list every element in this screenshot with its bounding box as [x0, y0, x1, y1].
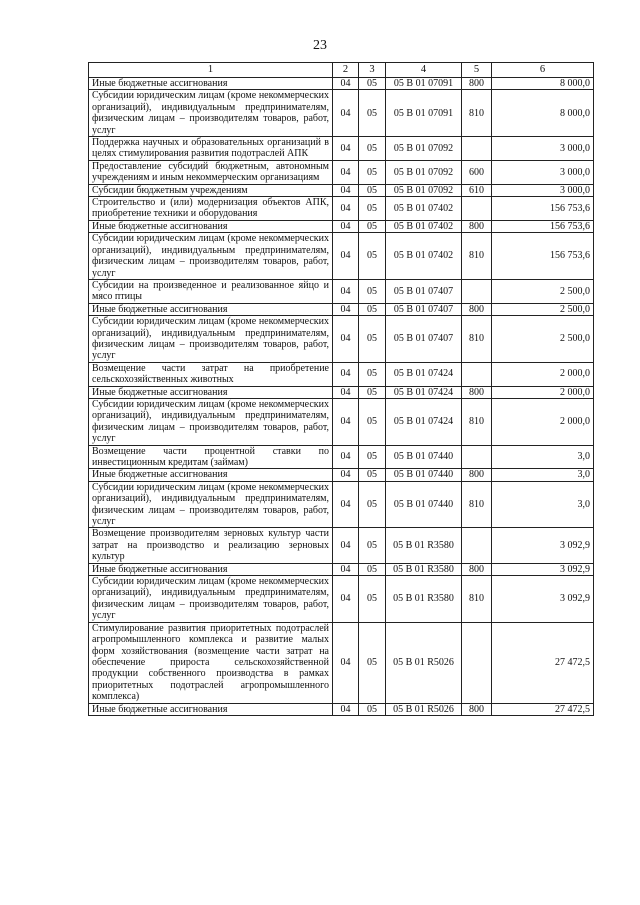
table-body — [89, 78, 594, 716]
row-section: 04 — [333, 398, 359, 445]
row-expense-type: 800 — [462, 303, 492, 315]
row-name: Иные бюджетные ассигнования — [89, 563, 333, 575]
row-amount: 3,0 — [492, 445, 594, 469]
row-target-code: 05 В 01 07402 — [386, 220, 462, 232]
row-expense-type — [462, 279, 492, 303]
row-target-code: 05 В 01 R3580 — [386, 528, 462, 563]
row-section: 04 — [333, 184, 359, 196]
row-expense-type: 600 — [462, 160, 492, 184]
row-name: Субсидии бюджетным учреждениям — [89, 184, 333, 196]
row-section: 04 — [333, 576, 359, 623]
row-amount: 2 500,0 — [492, 316, 594, 363]
table-row — [89, 303, 594, 315]
row-subsection: 05 — [359, 622, 386, 703]
row-amount: 8 000,0 — [492, 90, 594, 137]
row-name: Субсидии юридическим лицам (кроме некоммерческих организаций), индивидуальным предпринимателям, физическим лицам – производителям товаров, работ, услуг — [89, 316, 333, 363]
row-section: 04 — [333, 703, 359, 715]
row-section: 04 — [333, 563, 359, 575]
row-target-code: 05 В 01 07440 — [386, 469, 462, 481]
row-expense-type: 810 — [462, 398, 492, 445]
row-subsection: 05 — [359, 386, 386, 398]
page-number: 23 — [313, 38, 327, 53]
row-amount: 3,0 — [492, 481, 594, 528]
row-name: Строительство и (или) модернизация объектов АПК, приобретение техники и оборудования — [89, 197, 333, 221]
row-name: Субсидии юридическим лицам (кроме некоммерческих организаций), индивидуальным предпринимателям, физическим лицам – производителям товаров, работ, услуг — [89, 576, 333, 623]
row-target-code: 05 В 01 R3580 — [386, 576, 462, 623]
row-section: 04 — [333, 197, 359, 221]
table-row — [89, 481, 594, 528]
row-section: 04 — [333, 386, 359, 398]
table-row — [89, 528, 594, 563]
row-target-code: 05 В 01 R3580 — [386, 563, 462, 575]
row-subsection: 05 — [359, 398, 386, 445]
row-target-code: 05 В 01 07407 — [386, 303, 462, 315]
row-section: 04 — [333, 445, 359, 469]
row-subsection: 05 — [359, 233, 386, 280]
row-subsection: 05 — [359, 197, 386, 221]
header-col-6: 6 — [492, 63, 594, 78]
table-row — [89, 362, 594, 386]
row-amount: 3,0 — [492, 469, 594, 481]
row-target-code: 05 В 01 07424 — [386, 386, 462, 398]
table-row — [89, 622, 594, 703]
row-expense-type: 810 — [462, 233, 492, 280]
row-name: Иные бюджетные ассигнования — [89, 303, 333, 315]
row-section: 04 — [333, 78, 359, 90]
row-expense-type: 810 — [462, 481, 492, 528]
row-amount: 3 092,9 — [492, 563, 594, 575]
row-amount: 156 753,6 — [492, 197, 594, 221]
header-col-3: 3 — [359, 63, 386, 78]
row-expense-type: 610 — [462, 184, 492, 196]
row-subsection: 05 — [359, 279, 386, 303]
row-name: Субсидии юридическим лицам (кроме некоммерческих организаций), индивидуальным предпринимателям, физическим лицам – производителям товаров, работ, услуг — [89, 398, 333, 445]
row-section: 04 — [333, 90, 359, 137]
row-section: 04 — [333, 528, 359, 563]
row-subsection: 05 — [359, 78, 386, 90]
table-row — [89, 703, 594, 715]
row-subsection: 05 — [359, 528, 386, 563]
row-target-code: 05 В 01 07402 — [386, 197, 462, 221]
row-target-code: 05 В 01 07424 — [386, 398, 462, 445]
row-target-code: 05 В 01 07092 — [386, 160, 462, 184]
row-expense-type: 810 — [462, 316, 492, 363]
row-name: Субсидии юридическим лицам (кроме некоммерческих организаций), индивидуальным предпринимателям, физическим лицам – производителям товаров, работ, услуг — [89, 481, 333, 528]
table-row — [89, 90, 594, 137]
row-subsection: 05 — [359, 576, 386, 623]
budget-table — [88, 62, 594, 716]
table-row — [89, 233, 594, 280]
row-target-code: 05 В 01 07440 — [386, 481, 462, 528]
row-name: Возмещение части затрат на приобретение сельскохозяйственных животных — [89, 362, 333, 386]
row-subsection: 05 — [359, 160, 386, 184]
row-expense-type: 810 — [462, 576, 492, 623]
row-name: Иные бюджетные ассигнования — [89, 469, 333, 481]
row-target-code: 05 В 01 07440 — [386, 445, 462, 469]
row-amount: 2 000,0 — [492, 398, 594, 445]
row-section: 04 — [333, 316, 359, 363]
row-amount: 2 000,0 — [492, 386, 594, 398]
row-amount: 3 000,0 — [492, 160, 594, 184]
row-target-code: 05 В 01 R5026 — [386, 703, 462, 715]
row-expense-type — [462, 622, 492, 703]
table-row — [89, 197, 594, 221]
row-expense-type: 800 — [462, 78, 492, 90]
table-row — [89, 184, 594, 196]
row-section: 04 — [333, 137, 359, 161]
row-name: Поддержка научных и образовательных организаций в целях стимулирования развития подотраслей АПК — [89, 137, 333, 161]
row-amount: 27 472,5 — [492, 622, 594, 703]
row-target-code: 05 В 01 07092 — [386, 137, 462, 161]
row-section: 04 — [333, 279, 359, 303]
row-expense-type — [462, 197, 492, 221]
row-amount: 27 472,5 — [492, 703, 594, 715]
row-target-code: 05 В 01 07407 — [386, 316, 462, 363]
row-name: Иные бюджетные ассигнования — [89, 703, 333, 715]
row-expense-type: 810 — [462, 90, 492, 137]
row-name: Предоставление субсидий бюджетным, автономным учреждениям и иным некоммерческим организациям — [89, 160, 333, 184]
row-name: Субсидии на произведенное и реализованное яйцо и мясо птицы — [89, 279, 333, 303]
row-name: Иные бюджетные ассигнования — [89, 386, 333, 398]
row-expense-type: 800 — [462, 220, 492, 232]
row-section: 04 — [333, 160, 359, 184]
row-name: Субсидии юридическим лицам (кроме некоммерческих организаций), индивидуальным предпринимателям, физическим лицам – производителям товаров, работ, услуг — [89, 90, 333, 137]
table-row — [89, 316, 594, 363]
row-amount: 3 092,9 — [492, 528, 594, 563]
row-name: Стимулирование развития приоритетных подотраслей агропромышленного комплекса и развитие малых форм хозяйствования (возмещение части затрат на обеспечение прироста сельскохозяйственной продукции собственного производства в рамках приоритетных подотраслей агропромышленного комплекса) — [89, 622, 333, 703]
row-subsection: 05 — [359, 137, 386, 161]
table-row — [89, 279, 594, 303]
row-target-code: 05 В 01 07424 — [386, 362, 462, 386]
row-subsection: 05 — [359, 481, 386, 528]
row-name: Иные бюджетные ассигнования — [89, 78, 333, 90]
row-section: 04 — [333, 220, 359, 232]
row-section: 04 — [333, 233, 359, 280]
row-section: 04 — [333, 362, 359, 386]
row-name: Возмещение производителям зерновых культур части затрат на производство и реализацию зерновых культур — [89, 528, 333, 563]
row-subsection: 05 — [359, 316, 386, 363]
row-amount: 156 753,6 — [492, 220, 594, 232]
row-subsection: 05 — [359, 445, 386, 469]
row-amount: 3 000,0 — [492, 137, 594, 161]
row-target-code: 05 В 01 07402 — [386, 233, 462, 280]
row-amount: 3 000,0 — [492, 184, 594, 196]
row-subsection: 05 — [359, 90, 386, 137]
row-amount: 2 500,0 — [492, 303, 594, 315]
row-amount: 8 000,0 — [492, 78, 594, 90]
table-row — [89, 576, 594, 623]
row-subsection: 05 — [359, 703, 386, 715]
header-col-1: 1 — [89, 63, 333, 78]
row-subsection: 05 — [359, 469, 386, 481]
row-name: Иные бюджетные ассигнования — [89, 220, 333, 232]
row-expense-type: 800 — [462, 563, 492, 575]
row-section: 04 — [333, 469, 359, 481]
row-subsection: 05 — [359, 303, 386, 315]
row-section: 04 — [333, 481, 359, 528]
table-row — [89, 445, 594, 469]
table-row — [89, 563, 594, 575]
row-amount: 2 500,0 — [492, 279, 594, 303]
row-name: Возмещение части процентной ставки по инвестиционным кредитам (займам) — [89, 445, 333, 469]
table-row — [89, 78, 594, 90]
row-amount: 3 092,9 — [492, 576, 594, 623]
row-target-code: 05 В 01 R5026 — [386, 622, 462, 703]
row-target-code: 05 В 01 07092 — [386, 184, 462, 196]
row-expense-type — [462, 528, 492, 563]
table-row — [89, 160, 594, 184]
row-expense-type: 800 — [462, 469, 492, 481]
header-col-2: 2 — [333, 63, 359, 78]
row-section: 04 — [333, 303, 359, 315]
header-row — [89, 63, 594, 78]
row-subsection: 05 — [359, 220, 386, 232]
row-section: 04 — [333, 622, 359, 703]
row-subsection: 05 — [359, 362, 386, 386]
row-subsection: 05 — [359, 563, 386, 575]
row-expense-type — [462, 362, 492, 386]
table-row — [89, 220, 594, 232]
header-col-4: 4 — [386, 63, 462, 78]
row-expense-type — [462, 445, 492, 469]
table-row — [89, 398, 594, 445]
table-row — [89, 386, 594, 398]
table-row — [89, 469, 594, 481]
row-subsection: 05 — [359, 184, 386, 196]
row-expense-type: 800 — [462, 703, 492, 715]
row-name: Субсидии юридическим лицам (кроме некоммерческих организаций), индивидуальным предпринимателям, физическим лицам – производителям товаров, работ, услуг — [89, 233, 333, 280]
row-target-code: 05 В 01 07407 — [386, 279, 462, 303]
row-target-code: 05 В 01 07091 — [386, 78, 462, 90]
row-expense-type: 800 — [462, 386, 492, 398]
row-amount: 156 753,6 — [492, 233, 594, 280]
row-target-code: 05 В 01 07091 — [386, 90, 462, 137]
header-col-5: 5 — [462, 63, 492, 78]
row-expense-type — [462, 137, 492, 161]
table-row — [89, 137, 594, 161]
row-amount: 2 000,0 — [492, 362, 594, 386]
